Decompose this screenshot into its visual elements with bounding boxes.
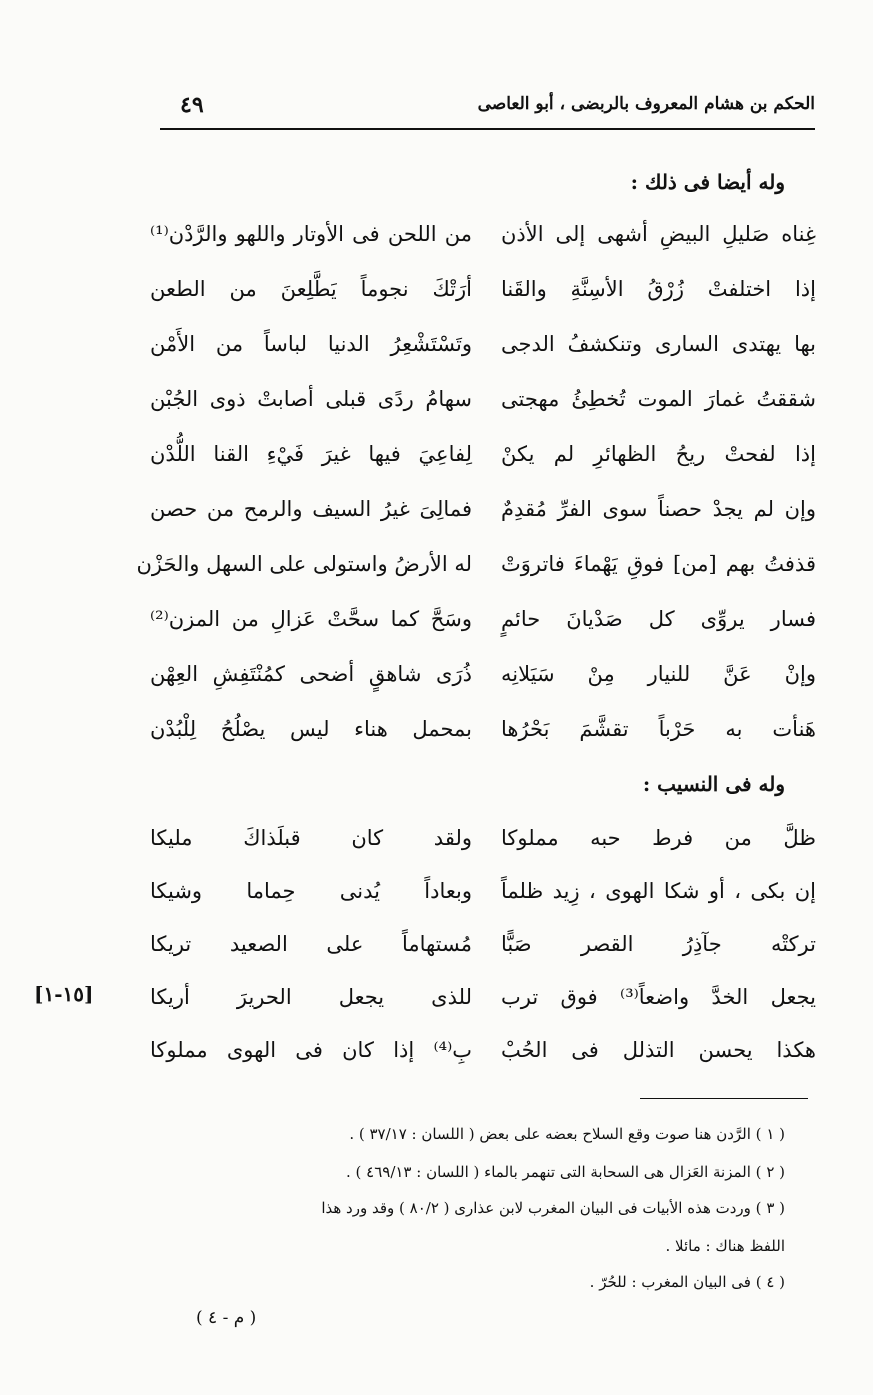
verse-first-hemistich: هَنأت به حَرْباً تقشَّمَ بَحْرُها	[501, 717, 816, 741]
verse-first-hemistich: غِناه صَليلِ البيضِ أشهى إلى الأذن	[501, 222, 816, 246]
footnote-1: ( ١ ) الرَّدن هنا صوت وقع السلاح بعضه على بعض ( اللسان : ٣٧/١٧ ) .	[349, 1125, 785, 1143]
footnote-3-continued: اللفظ هناك : مائلا .	[665, 1237, 785, 1255]
verse-line	[150, 497, 816, 543]
verse-first-hemistich: يجعل الخدَّ واضعاً⁽³⁾ فوق ترب	[501, 985, 816, 1009]
verse-first-hemistich: إن بكى ، أو شكا الهوى ، زِيد ظلماً	[501, 879, 816, 903]
verse-first-hemistich: قذفتُ بهم [من] فوقِ يَهْماءَ فاتروَتْ	[501, 552, 816, 576]
running-title: الحكم بن هشام المعروف بالربضى ، أبو العاصى	[477, 94, 815, 114]
footnote-2: ( ٢ ) المزنة العَزال هى السحابة التى تنهمر بالماء ( اللسان : ٤٦٩/١٣ ) .	[346, 1163, 785, 1181]
verse-line	[150, 1038, 816, 1084]
verse-second-hemistich: سهامُ ردًى قبلى أصابتْ ذوى الجُبْن	[150, 387, 472, 411]
running-header	[160, 92, 815, 130]
verse-second-hemistich: وبعاداً يُدنى حِماما وشيكا	[150, 879, 472, 903]
footnote-separator	[640, 1098, 808, 1099]
margin-reference: [١٥-١]	[34, 982, 94, 1006]
verse-line	[150, 826, 816, 872]
verse-line	[150, 879, 816, 925]
verse-second-hemistich: ذُرَى شاهقٍ أضحى كمُنْتَفِشِ العِهْن	[150, 662, 472, 686]
verse-first-hemistich: إذا لفحتْ ريحُ الظهائرِ لم يكنْ	[501, 442, 816, 466]
verse-first-hemistich: شققتُ غمارَ الموت تُخطِئُ مهجتى	[501, 387, 816, 411]
verse-line	[150, 662, 816, 708]
verse-second-hemistich: لِفاعِيَ فيها غيرَ فَيْءِ القنا اللُّدْن	[150, 442, 472, 466]
verse-second-hemistich: فمالِىَ غيرُ السيف والرمح من حصن	[150, 497, 472, 521]
verse-second-hemistich: ولقد كان قبلَذاكَ مليكا	[150, 826, 472, 850]
verse-second-hemistich: بِ⁽⁴⁾ إذا كان فى الهوى مملوكا	[150, 1038, 472, 1062]
verse-line	[150, 277, 816, 323]
verse-second-hemistich: أرَتْكَ نجوماً يَطَّلِعنَ من الطعن	[150, 277, 472, 301]
verse-second-hemistich: مُستهاماً على الصعيد تريكا	[150, 932, 472, 956]
verse-first-hemistich: وإنْ عَنَّ للنيار مِنْ سَيَلانِه	[501, 662, 816, 686]
verse-first-hemistich: بها يهتدى السارى وتنكشفُ الدجى	[501, 332, 816, 356]
verse-first-hemistich: ظلَّ من فرط حبه مملوكا	[501, 826, 816, 850]
verse-first-hemistich: هكذا يحسن التذلل فى الحُبْ	[501, 1038, 816, 1062]
verse-line	[150, 222, 816, 268]
verse-first-hemistich: إذا اختلفتْ زُرْقُ الأسِنَّةِ والقَنا	[501, 277, 816, 301]
verse-second-hemistich: وتَسْتَشْعِرُ الدنيا لباساً من الأَمْن	[150, 332, 472, 356]
verse-second-hemistich: بمحمل هناء ليس يصْلُحُ لِلْبُدْن	[150, 717, 472, 741]
verse-first-hemistich: تركتْه جآذِرُ القصر صَبًّا	[501, 932, 816, 956]
verse-line	[150, 332, 816, 378]
verse-second-hemistich: من اللحن فى الأوتار واللهو والرَّدْن⁽¹⁾	[150, 222, 472, 246]
verse-second-hemistich: وسَحَّ كما سحَّتْ عَزالِ من المزن⁽²⁾	[150, 607, 472, 631]
verse-line	[150, 932, 816, 978]
section-intro-1: وله أيضا فى ذلك :	[630, 170, 785, 194]
verse-first-hemistich: وإن لم يجدْ حصناً سوى الفرِّ مُقدِمٌ	[501, 497, 816, 521]
verse-second-hemistich: للذى يجعل الحريرَ أريكا	[150, 985, 472, 1009]
footnote-3: ( ٣ ) وردت هذه الأبيات فى البيان المغرب لابن عذارى ( ٨٠/٢ ) وقد ورد هذا	[321, 1199, 785, 1217]
verse-line	[150, 607, 816, 653]
verse-first-hemistich: فسار يروِّى كل صَدْيانَ حائمٍ	[501, 607, 816, 631]
page-number: ٤٩	[180, 92, 204, 118]
verse-line	[150, 387, 816, 433]
verse-second-hemistich: له الأرضُ واستولى على السهل والحَزْن	[136, 552, 472, 576]
verse-line	[150, 985, 816, 1031]
section-intro-2: وله فى النسيب :	[642, 772, 785, 796]
gathering-signature: ( م - ٤ )	[196, 1308, 257, 1328]
verse-line	[136, 552, 816, 598]
verse-line	[150, 442, 816, 488]
verse-line	[150, 717, 816, 763]
footnote-4: ( ٤ ) فى البيان المغرب : للحُرّ .	[589, 1273, 785, 1291]
